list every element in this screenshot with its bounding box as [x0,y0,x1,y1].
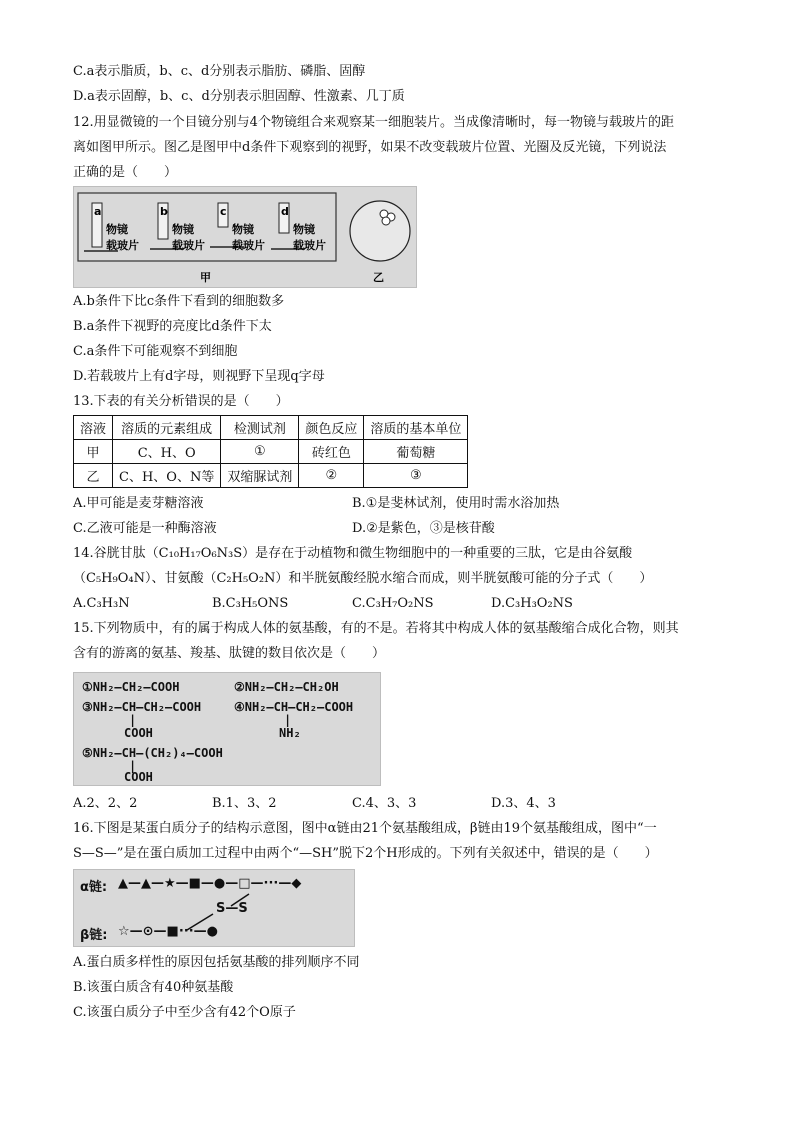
formula-4-sub: NH₂ [279,726,301,740]
q14-stem-line1: 14.谷胱甘肽（C₁₀H₁₇O₆N₃S）是存在于动植物和微生物细胞中的一种重要的三肽，它是由谷氨酸 [73,546,633,561]
label-slide-a: 载玻片 [106,239,139,252]
table-header-cell: 溶质的元素组成 [113,416,221,440]
table-header-cell: 颜色反应 [299,416,364,440]
table-header-cell: 溶液 [74,416,113,440]
q15-option-c: C.4、3、3 [352,796,417,811]
label-slide-c: 载玻片 [232,239,265,252]
formula-5-sub: COOH [124,770,153,784]
table-cell: ② [299,464,364,488]
formula-4-bond: | [284,713,292,727]
q15-option-a: A.2、2、2 [73,796,138,811]
beta-chain-label: β链: [80,928,108,943]
q12-option-a: A.b条件下比c条件下看到的细胞数多 [73,294,285,309]
formula-3: ③NH₂—CH—CH₂—COOH [82,700,202,714]
q12-option-d: D.若载玻片上有d字母，则视野下呈现q字母 [73,369,325,384]
q15-option-b: B.1、3、2 [212,796,277,811]
q13-option-b: B.①是斐林试剂，使用时需水浴加热 [352,496,560,511]
alpha-chain: ▲—▲—★—■—●—□—···—◆ [118,876,302,891]
table-cell: ① [221,440,299,464]
q15-stem-line2: 含有的游离的氨基、羧基、肽键的数目依次是（ ） [73,646,386,661]
beta-chain: ☆—⊙—■···—● [118,924,218,939]
letter-b: b [160,205,168,218]
caption-jia: 甲 [200,271,211,284]
label-slide-d: 载玻片 [293,239,326,252]
q12-stem-line3: 正确的是（ ） [73,165,178,180]
disulfide-bridge: S—S [216,901,248,916]
q14-option-c: C.C₃H₇O₂NS [352,596,434,611]
formula-1: ①NH₂—CH₂—COOH [82,680,180,694]
q15-stem-line1: 15.下列物质中，有的属于构成人体的氨基酸，有的不是。若将其中构成人体的氨基酸缩合成化合物，则其 [73,621,679,636]
q14-option-d: D.C₃H₃O₂NS [491,596,573,611]
q13-option-d: D.②是紫色，③是核苷酸 [352,521,495,536]
q16-stem-line2: S—S—”是在蛋白质加工过程中由两个“—SH”脱下2个H形成的。下列有关叙述中，错误的是（ ） [73,846,658,861]
q15-option-d: D.3、4、3 [491,796,556,811]
q13-option-c: C.乙液可能是一种酶溶液 [73,521,217,536]
letter-d: d [281,205,289,218]
q16-figure [73,869,355,947]
table-row [74,464,468,488]
q12-stem-line1: 12.用显微镜的一个目镜分别与4个物镜组合来观察某一细胞装片。当成像清晰时，每一物镜与载玻片的距 [73,115,674,130]
formula-5-bond: | [129,759,137,773]
alpha-chain-label: α链: [80,880,108,895]
table-cell: 乙 [74,464,113,488]
formula-2: ②NH₂—CH₂—CH₂OH [234,680,339,694]
q16-stem-line1: 16.下图是某蛋白质分子的结构示意图，图中α链由21个氨基酸组成，β链由19个氨基酸组成，图中“一 [73,821,657,836]
caption-yi: 乙 [373,271,384,284]
table-header-cell: 检测试剂 [221,416,299,440]
q13-option-a: A.甲可能是麦芽糖溶液 [73,496,204,511]
q16-option-b: B.该蛋白质含有40种氨基酸 [73,980,234,995]
label-objective-a: 物镜 [106,223,128,236]
q16-option-a: A.蛋白质多样性的原因包括氨基酸的排列顺序不同 [73,955,360,970]
q12-option-c: C.a条件下可能观察不到细胞 [73,344,238,359]
formula-5: ⑤NH₂—CH—(CH₂)₄—COOH [82,746,223,760]
q13-stem: 13.下表的有关分析错误的是（ ） [73,394,289,409]
q12-option-b: B.a条件下视野的亮度比d条件下太 [73,319,272,334]
q13-table [73,415,468,488]
table-cell: C、H、O、N等 [113,464,221,488]
microscope-diagram [74,187,416,287]
formula-3-sub: COOH [124,726,153,740]
table-cell: 甲 [74,440,113,464]
label-objective-b: 物镜 [172,223,194,236]
letter-c: c [220,205,227,218]
field-of-view [350,201,410,261]
table-cell: ③ [364,464,468,488]
q16-option-c: C.该蛋白质分子中至少含有42个O原子 [73,1005,296,1020]
table-cell: 葡萄糖 [364,440,468,464]
label-objective-c: 物镜 [232,223,254,236]
letter-a: a [94,205,102,218]
table-cell: 双缩脲试剂 [221,464,299,488]
q14-stem-line2: （C₅H₉O₄N）、甘氨酸（C₂H₅O₂N）和半胱氨酸经脱水缩合而成，则半胱氨酸可能的分子式（ ） [73,571,653,586]
label-objective-d: 物镜 [293,223,315,236]
table-row [74,440,468,464]
q14-option-b: B.C₃H₅ONS [212,596,289,611]
table-header-cell: 溶质的基本单位 [364,416,468,440]
q15-figure [73,672,381,786]
q11-option-c: C.a表示脂质，b、c、d分别表示脂肪、磷脂、固醇 [73,64,366,79]
q11-option-d: D.a表示固醇，b、c、d分别表示胆固醇、性激素、几丁质 [73,89,405,104]
table-cell: C、H、O [113,440,221,464]
table-header-row [74,416,468,440]
q12-stem-line2: 离如图甲所示。图乙是图甲中d条件下观察到的视野，如果不改变载玻片位置、光圈及反光镜，下列说法 [73,140,667,155]
formula-3-bond: | [129,713,137,727]
q14-option-a: A.C₃H₃N [73,596,130,611]
table-cell: 砖红色 [299,440,364,464]
formula-4: ④NH₂—CH—CH₂—COOH [234,700,354,714]
q12-figure [73,186,417,288]
label-slide-b: 载玻片 [172,239,205,252]
